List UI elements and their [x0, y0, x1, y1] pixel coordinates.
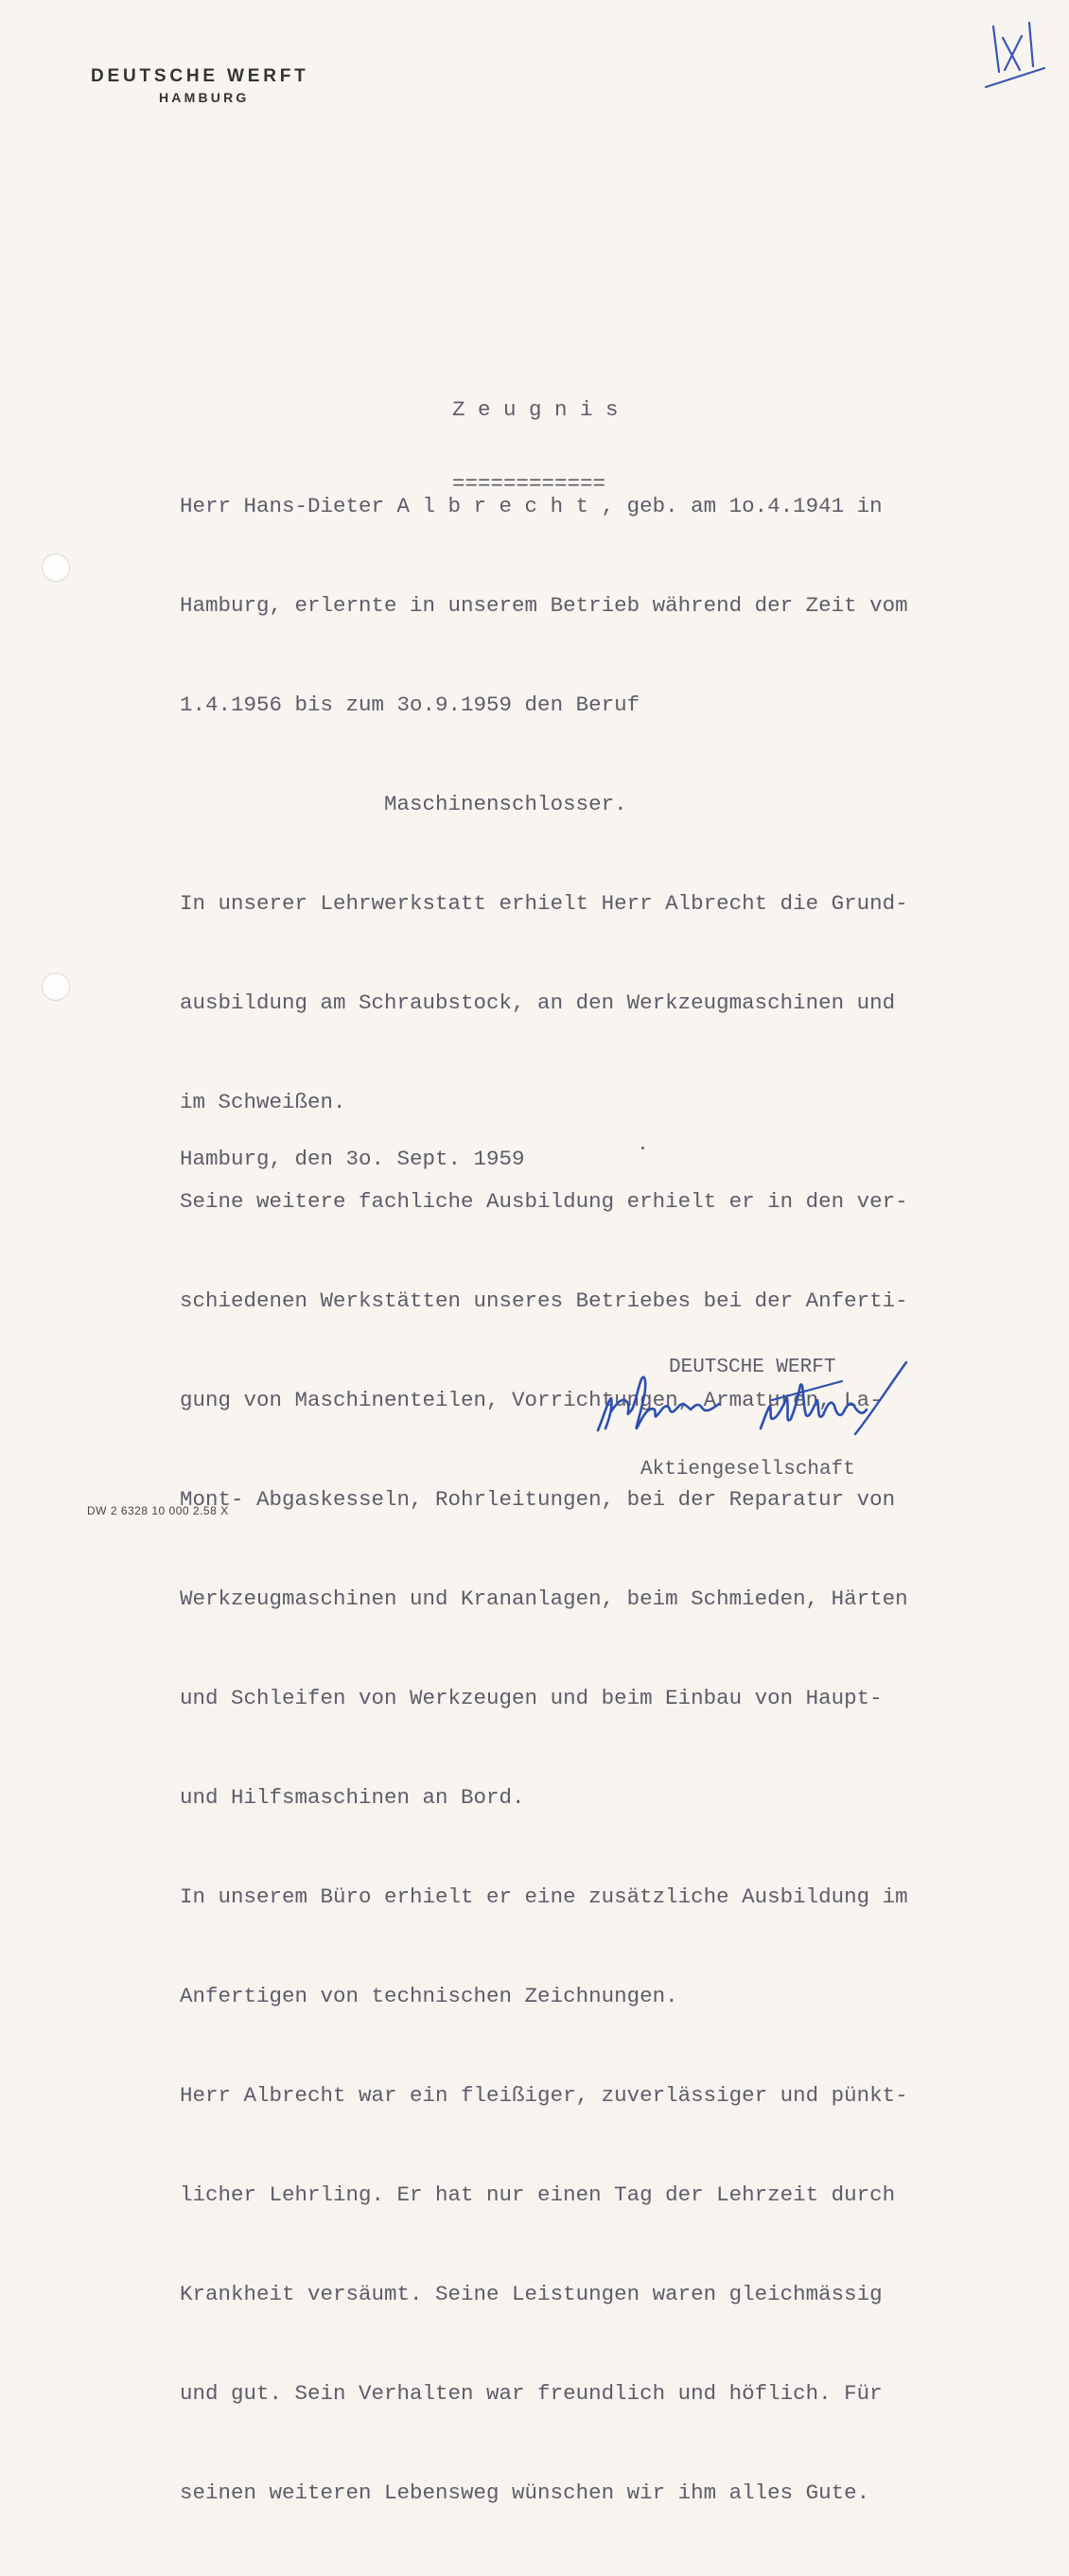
body-line: Maschinenschlosser. — [180, 792, 627, 816]
body-line: Seine weitere fachliche Ausbildung erhielt er in den ver- — [180, 1189, 908, 1214]
handwritten-signatures — [587, 1343, 927, 1447]
stamp-line-legal-form: Aktiengesellschaft — [640, 1459, 855, 1481]
body-line: seinen weiteren Lebensweg wünschen wir ihm alles Gute. — [180, 2480, 870, 2505]
body-line: Hamburg, erlernte in unserem Betrieb während der Zeit vom — [180, 593, 908, 618]
body-line: 1.4.1956 bis zum 3o.9.1959 den Beruf — [180, 692, 640, 717]
body-line: ausbildung am Schraubstock, an den Werkzeugmaschinen und — [180, 990, 896, 1015]
body-line: und Hilfsmaschinen an Bord. — [180, 1785, 525, 1810]
document-body — [180, 424, 993, 2576]
body-line: Krankheit versäumt. Seine Leistungen waren gleichmässig — [180, 2282, 883, 2306]
ink-dot — [641, 1147, 644, 1149]
place-date: Hamburg, den 3o. Sept. 1959 — [180, 1147, 525, 1171]
title-text: Z e u g n i s — [452, 397, 619, 422]
body-line: Mont- Abgaskesseln, Rohrleitungen, bei der Reparatur von — [180, 1487, 896, 1512]
body-line: Werkzeugmaschinen und Krananlagen, beim Schmieden, Härten — [180, 1586, 908, 1611]
corner-x-mark — [982, 19, 1048, 95]
body-line: In unserer Lehrwerkstatt erhielt Herr Albrecht die Grund- — [180, 891, 908, 916]
letterhead-company: DEUTSCHE WERFT — [91, 66, 309, 86]
body-line: im Schweißen. — [180, 1090, 346, 1114]
body-line: Herr Hans-Dieter A l b r e c h t , geb. am 1o.4.1941 in — [180, 494, 883, 518]
body-line: licher Lehrling. Er hat nur einen Tag der Lehrzeit durch — [180, 2182, 896, 2207]
punch-hole-bottom — [42, 973, 70, 1001]
title-underline: ============ — [452, 471, 606, 496]
body-line: Anfertigen von technischen Zeichnungen. — [180, 1984, 678, 2008]
body-line: und Schleifen von Werkzeugen und beim Einbau von Haupt- — [180, 1686, 883, 1710]
letterhead — [91, 66, 309, 105]
body-line: gung von Maschinenteilen, Vorrichtungen, Armaturen, La- — [180, 1388, 883, 1412]
stamp-line-company: DEUTSCHE WERFT — [669, 1357, 836, 1378]
body-line: schiedenen Werkstätten unseres Betriebes bei der Anferti- — [180, 1288, 908, 1313]
body-line: In unserem Büro erhielt er eine zusätzliche Ausbildung im — [180, 1884, 908, 1909]
body-line: und gut. Sein Verhalten war freundlich und höflich. Für — [180, 2381, 883, 2406]
letterhead-city: HAMBURG — [159, 90, 250, 105]
form-code: DW 2 6328 10 000 2.58 X — [87, 1504, 229, 1517]
punch-hole-top — [42, 553, 70, 582]
body-line: Herr Albrecht war ein fleißiger, zuverlässiger und pünkt- — [180, 2083, 908, 2108]
